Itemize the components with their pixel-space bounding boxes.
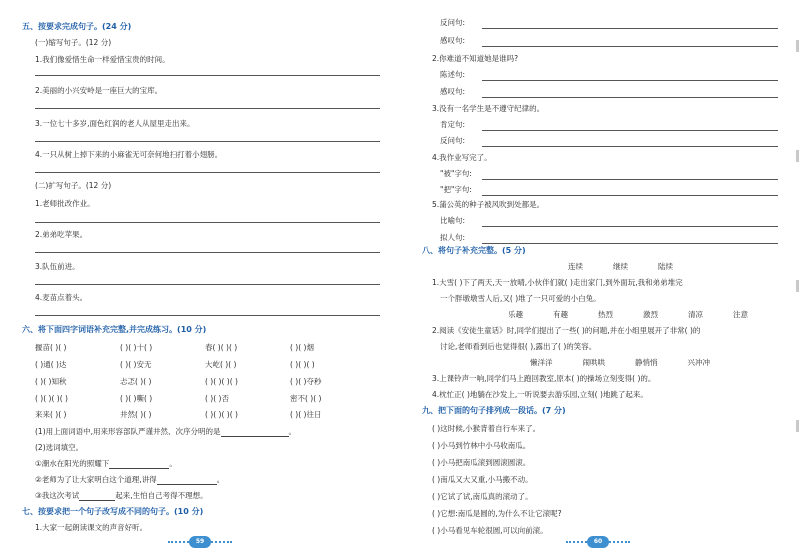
idiom-cell: 密不( )( ) (290, 394, 322, 403)
word-bank: 懒洋洋 闹哄哄 静悄悄 兴冲冲 (530, 358, 710, 367)
answer-line (482, 130, 778, 131)
binding-edge-mark (796, 280, 799, 292)
right-page (400, 0, 800, 550)
line-label: 感叹句: (440, 36, 466, 45)
practice-item: ③我这次考试 起来,生怕自己考得不理想。 (35, 491, 208, 500)
idiom-cell: ( )( )往日 (290, 410, 322, 419)
sub-heading: (一)缩写句子。(12 分) (35, 38, 112, 47)
question: 4.我作业写完了。 (432, 153, 492, 162)
question: 3.一位七十多岁,面色红润的老人从屋里走出来。 (35, 119, 195, 128)
idiom-cell: ( )( )( )( ) (35, 394, 68, 403)
question: 1.大雪( )下了两天,天一放晴,小伙伴们就( )走出家门,到外面玩,我和弟弟堆完 (432, 278, 683, 287)
idiom-cell: 春( )( )( ) (205, 343, 238, 352)
answer-line (35, 252, 380, 253)
ordering-item: ( )小马到竹林中小马收南瓜。 (432, 441, 531, 450)
answer-line (482, 195, 778, 196)
binding-edge-mark (796, 150, 799, 162)
idiom-cell: ( )通( )达 (35, 360, 67, 369)
idiom-cell: 井然( )( ) (120, 410, 152, 419)
idiom-cell: ( )( )嘶( ) (120, 394, 153, 403)
idiom-cell: 大屹( )( ) (205, 360, 237, 369)
page-number: 59 (189, 536, 211, 548)
answer-line (35, 222, 380, 223)
binding-edge-mark (796, 40, 799, 52)
idiom-cell: 来来( )( ) (35, 410, 67, 419)
answer-line (35, 284, 380, 285)
line-label: 反问句: (440, 136, 466, 145)
ordering-item: ( )小马看见车轮很圆,可以向前滚。 (432, 526, 548, 535)
idiom-cell: ( )( )烟 (290, 343, 314, 352)
answer-line (482, 179, 778, 180)
idiom-cell: ( )( )知秋 (35, 377, 67, 386)
idiom-cell: ( )( )( )( ) (205, 410, 238, 419)
question: 2.弟弟吃苹果。 (35, 230, 88, 239)
line-label: 陈述句: (440, 70, 466, 79)
question: 1.大家一起朗读课文的声音好听。 (35, 523, 148, 532)
practice-item: ①潮水在阳光的照耀下 。 (35, 459, 177, 468)
answer-line (35, 172, 380, 173)
question: 一个胖墩墩雪人后,又( )堆了一只可爱的小白兔。 (440, 294, 601, 303)
answer-line (35, 108, 380, 109)
question: 2.美丽的小兴安岭是一座巨大的宝库。 (35, 86, 163, 95)
idiom-cell: ( )( )否 (205, 394, 229, 403)
ordering-item: ( )小马把南瓜滚到圆滚圆滚。 (432, 458, 531, 467)
ordering-item: ( )这时候,小猴背着自行车来了。 (432, 424, 541, 433)
line-label: 感叹句: (440, 87, 466, 96)
word-bank: 乐趣 有趣 热烈 激烈 清凉 注意 (508, 310, 748, 319)
answer-line (35, 75, 380, 76)
section-8-title: 八、将句子补充完整。(5 分) (422, 246, 526, 255)
answer-line (482, 146, 778, 147)
practice-item: (2)选词填空。 (35, 443, 84, 452)
line-label: "把"字句: (440, 185, 472, 194)
question: 4.一只从树上掉下来的小麻雀无可奈何地扫打着小翅膀。 (35, 150, 223, 159)
answer-line (35, 315, 380, 316)
idiom-cell: 忐忑( )( ) (120, 377, 152, 386)
line-label: 比喻句: (440, 216, 466, 225)
question: 讨论,老师看到后也觉得很( ),露出了( )的笑容。 (440, 342, 597, 351)
ordering-item: ( )南瓜又大又重,小马搬不动。 (432, 475, 533, 484)
idiom-cell: ( )( )夺秒 (290, 377, 322, 386)
practice-item: (1)用上面词语中,用来形容部队严谨井然、次序分明的是 。 (35, 427, 297, 436)
idiom-cell: ( )( )( )( ) (205, 377, 238, 386)
answer-line (482, 226, 778, 227)
sub-heading: (二)扩写句子。(12 分) (35, 181, 112, 190)
idiom-cell: ( )( )安无 (120, 360, 152, 369)
question: 3.队伍前进。 (35, 262, 80, 271)
question: 4.麦苗点着头。 (35, 293, 88, 302)
answer-line (482, 28, 778, 29)
answer-line (482, 46, 778, 47)
practice-item: ②老师为了让大家明白这个道理,讲得 。 (35, 475, 225, 484)
question: 1.老师批改作业。 (35, 199, 95, 208)
section-7-title: 七、按要求把一个句子改写成不同的句子。(10 分) (22, 507, 204, 516)
section-6-title: 六、将下面四字词语补充完整,并完成练习。(10 分) (22, 325, 207, 334)
question: 2.阅读《安徒生童话》时,同学们提出了一些( )的问题,并在小组里展开了非常( )的 (432, 326, 701, 335)
ordering-item: ( )它试了试,南瓜真的滚动了。 (432, 492, 533, 501)
section-9-title: 九、把下面的句子排列成一段话。(7 分) (422, 406, 566, 415)
question: 3.没有一名学生是不遵守纪律的。 (432, 104, 545, 113)
answer-line (482, 243, 778, 244)
answer-line (482, 97, 778, 98)
section-5-title: 五、按要求完成句子。(24 分) (22, 22, 132, 31)
idiom-cell: 揠苗( )( ) (35, 343, 67, 352)
idiom-cell: ( )( )( ) (290, 360, 315, 369)
ordering-item: ( )它想:南瓜是圆的,为什么不让它滚呢? (432, 509, 562, 518)
line-label: 肯定句: (440, 120, 466, 129)
binding-edge-mark (796, 420, 799, 432)
question: 4.枕忙正( )地躺在沙发上,一听说要去游乐园,立刻( )地跳了起来。 (432, 390, 648, 399)
question: 3.上课铃声一响,同学们马上跑回教室,原本( )的操场立刻变得( )的。 (432, 374, 656, 383)
line-label: "被"字句: (440, 169, 472, 178)
line-label: 反问句: (440, 18, 466, 27)
idiom-cell: ( )( )十( ) (120, 343, 153, 352)
answer-line (35, 141, 380, 142)
line-label: 拟人句: (440, 233, 466, 242)
question: 2.你难道不知道她是谁吗? (432, 54, 519, 63)
word-bank: 连续 继续 陆续 (568, 262, 673, 271)
question: 5.蒲公英的种子被风吹到处都是。 (432, 200, 545, 209)
question: 1.我们像爱惜生命一样爱惜宝贵的时间。 (35, 55, 170, 64)
page-number: 60 (587, 536, 609, 548)
answer-line (482, 80, 778, 81)
